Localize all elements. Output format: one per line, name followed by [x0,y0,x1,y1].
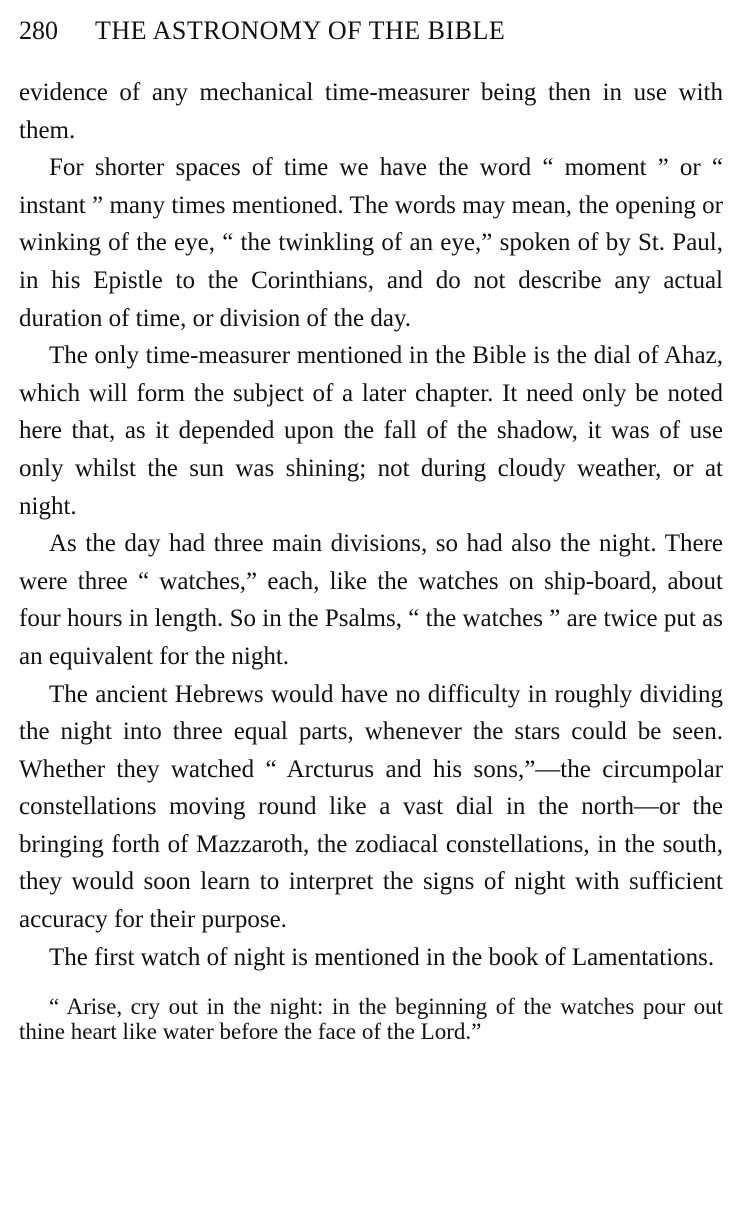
book-title: THE ASTRONOMY OF THE BIBLE [95,16,506,45]
body-text [19,74,723,1044]
paragraph-night-watches: As the day had three main divisions, so had also the night. There were three “ watches,” each, like the watches on ship-board, about four hours in length. So in the Psalms, “ the watches ” are twice put as an equivalent for the night. [19,530,723,670]
paragraph-ancient-hebrews: The ancient Hebrews would have no difficulty in roughly dividing the night into three equal parts, whenever the stars could be seen. Whether they watched “ Arcturus and his sons,”—the circumpolar constellations moving round like a vast dial in the north—or the bringing forth of Mazzaroth, the zodiacal constellations, in the south, they would soon learn to interpret the signs of night with sufficient accuracy for their purpose. [19,680,723,934]
paragraph-first-watch: The first watch of night is mentioned in the book of Lamentations. [49,943,715,971]
page-number: 280 [19,16,58,45]
paragraph-dial-of-ahaz: The only time-measurer mentioned in the Bible is the dial of Ahaz, which will form the subject of a later chapter. It need only be noted here that, as it depended upon the fall of the shadow, it was of use only whilst the sun was shining; not during cloudy weather, or at night. [19,342,723,520]
paragraph-continuation: evidence of any mechanical time-measurer being then in use with them. [19,79,723,144]
block-quote-lamentations: “ Arise, cry out in the night: in the beginning of the watches pour out thine heart like water before the face of the Lord.” [19,994,723,1045]
book-page [19,14,723,1044]
running-head [19,14,723,52]
paragraph-moment-instant: For shorter spaces of time we have the word “ moment ” or “ instant ” many times mentioned. The words may mean, the opening or winking of the eye, “ the twinkling of an eye,” spoken of by St. Paul, in his Epistle to the Corinthians, and do not describe any actual duration of time, or division of the day. [19,154,723,332]
